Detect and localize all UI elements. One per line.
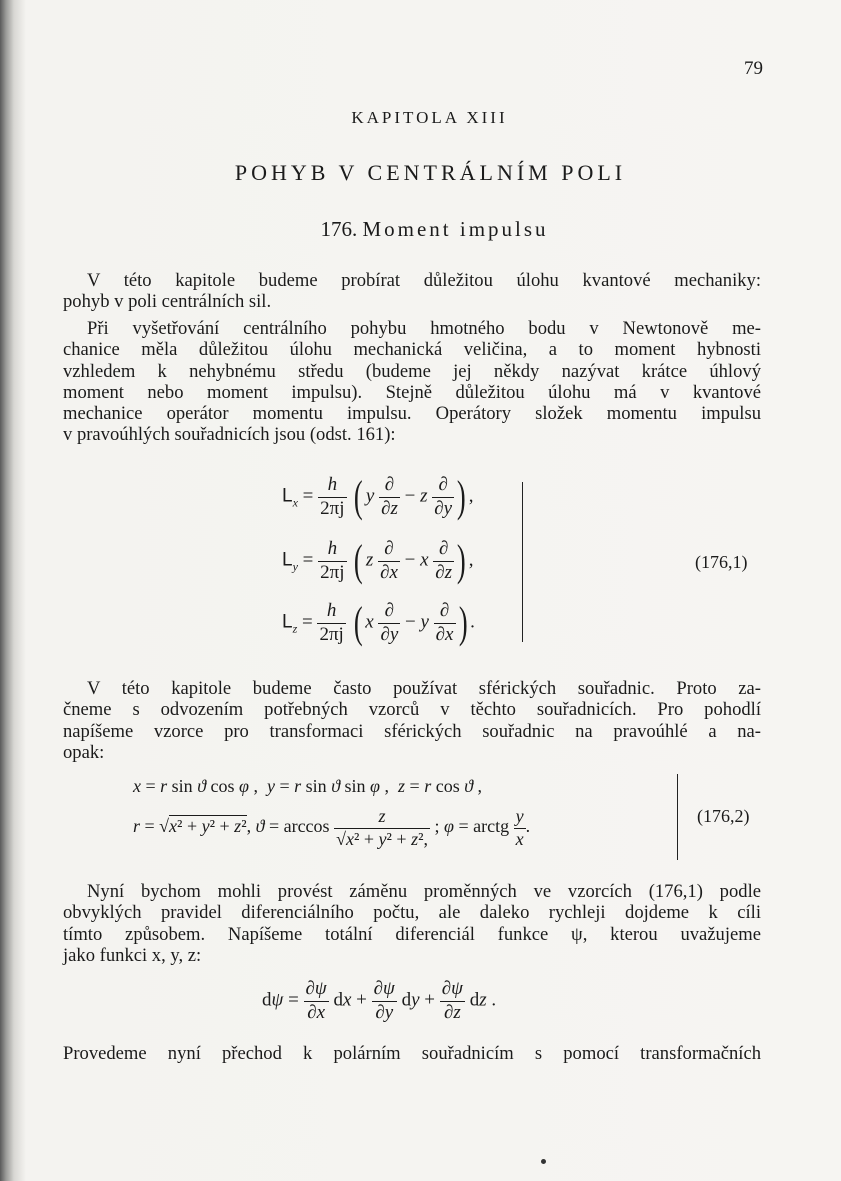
chapter-title: POHYB V CENTRÁLNÍM POLI bbox=[234, 160, 627, 185]
text-line: Při vyšetřování centrálního pohybu hmotného bodu v Newtonově me- bbox=[87, 318, 761, 339]
text-line: chanice měla důležitou úlohu mechanická veličina, a to moment hybnosti bbox=[63, 339, 761, 361]
section-number: 176. bbox=[320, 217, 358, 241]
text-line: pohyb v poli centrálních sil. bbox=[63, 291, 272, 313]
section-title: Moment impulsu bbox=[362, 217, 549, 241]
text-line: opak: bbox=[63, 741, 105, 763]
print-speck bbox=[541, 1159, 546, 1164]
equation-cartesian-to-spherical: r = √x² + y² + z², ϑ = arccos $\frac{z}{\text{√x² + y² + z²,}}$ ; φ = arctg $\frac{y}{x}$ . bbox=[133, 806, 531, 849]
text-line: jako funkci x, y, z: bbox=[63, 944, 202, 966]
paragraph-spherical bbox=[63, 678, 761, 763]
equation-number-176-1: (176,1) bbox=[695, 552, 748, 572]
equation-total-differential: dψ = $\frac{\partial\psi}{\partial x}$ dx + $\frac{\partial\psi}{\partial y}$ dy + $\frac{\partial\psi}{\partial z}$ dz . bbox=[262, 978, 497, 1023]
text-line: napíšeme vzorce pro transformaci sférických souřadnic na pravoúhlé a na- bbox=[63, 720, 761, 742]
equation-brace bbox=[677, 774, 678, 860]
paragraph-intro bbox=[63, 270, 761, 313]
text-line: Provedeme nyní přechod k polárním souřadnicím s pomocí transformačních bbox=[63, 1043, 761, 1064]
text-line: čneme s odvozením potřebných vzorců v těchto souřadnicích. Pro pohodlí bbox=[63, 699, 761, 721]
text-line: obvyklých pravidel diferenciálního počtu, ale daleko rychleji dojdeme k cíli bbox=[63, 902, 761, 924]
page-number: 79 bbox=[744, 58, 763, 79]
text-line: Nyní bychom mohli provést záměnu proměnných ve vzorcích (176,1) podle bbox=[87, 881, 761, 902]
paragraph-moment bbox=[63, 318, 761, 446]
section-heading bbox=[0, 217, 841, 242]
equation-spherical-to-cartesian: x = r sin ϑ cos φ , y = r sin ϑ sin φ , z = r cos ϑ , bbox=[133, 776, 483, 796]
text-line: V této kapitole budeme probírat důležitou úlohu kvantové mechaniky: bbox=[87, 270, 761, 291]
text-line: V této kapitole budeme často používat sférických souřadnic. Proto za- bbox=[87, 678, 761, 699]
equation-number-176-2: (176,2) bbox=[697, 806, 750, 826]
paragraph-substitution bbox=[63, 881, 761, 966]
equation-Ly: $L_y$ = $\frac{h}{2\pi j}$ ( z $\frac{\partial}{\partial x}$ − x $\frac{\partial}{\partial z}$ ) , bbox=[282, 536, 474, 586]
paragraph-polar bbox=[63, 1043, 761, 1064]
text-line: tímto způsobem. Napíšeme totální diferenciál funkce ψ, kterou uvažujeme bbox=[63, 923, 761, 945]
chapter-label: KAPITOLA XIII bbox=[351, 108, 508, 127]
equation-Lx: $L_x$ = $\frac{h}{2\pi j}$ ( y $\frac{\partial}{\partial z}$ − z $\frac{\partial}{\partial y}$ ) , bbox=[282, 472, 474, 522]
equation-Lz: $L_z$ = $\frac{h}{2\pi j}$ ( x $\frac{\partial}{\partial y}$ − y $\frac{\partial}{\partial x}$ ) . bbox=[282, 598, 475, 648]
text-line: moment nebo moment impulsu). Stejně důležitou úlohu má v kvantové bbox=[63, 381, 761, 403]
text-line: v pravoúhlých souřadnicích jsou (odst. 161): bbox=[63, 424, 396, 446]
equation-brace bbox=[522, 482, 523, 642]
text-line: vzhledem k nehybnému středu (budeme jej někdy nazývat krátce úhlový bbox=[63, 360, 761, 382]
text-line: mechanice operátor momentu impulsu. Operátory složek momentu impulsu bbox=[63, 403, 761, 425]
